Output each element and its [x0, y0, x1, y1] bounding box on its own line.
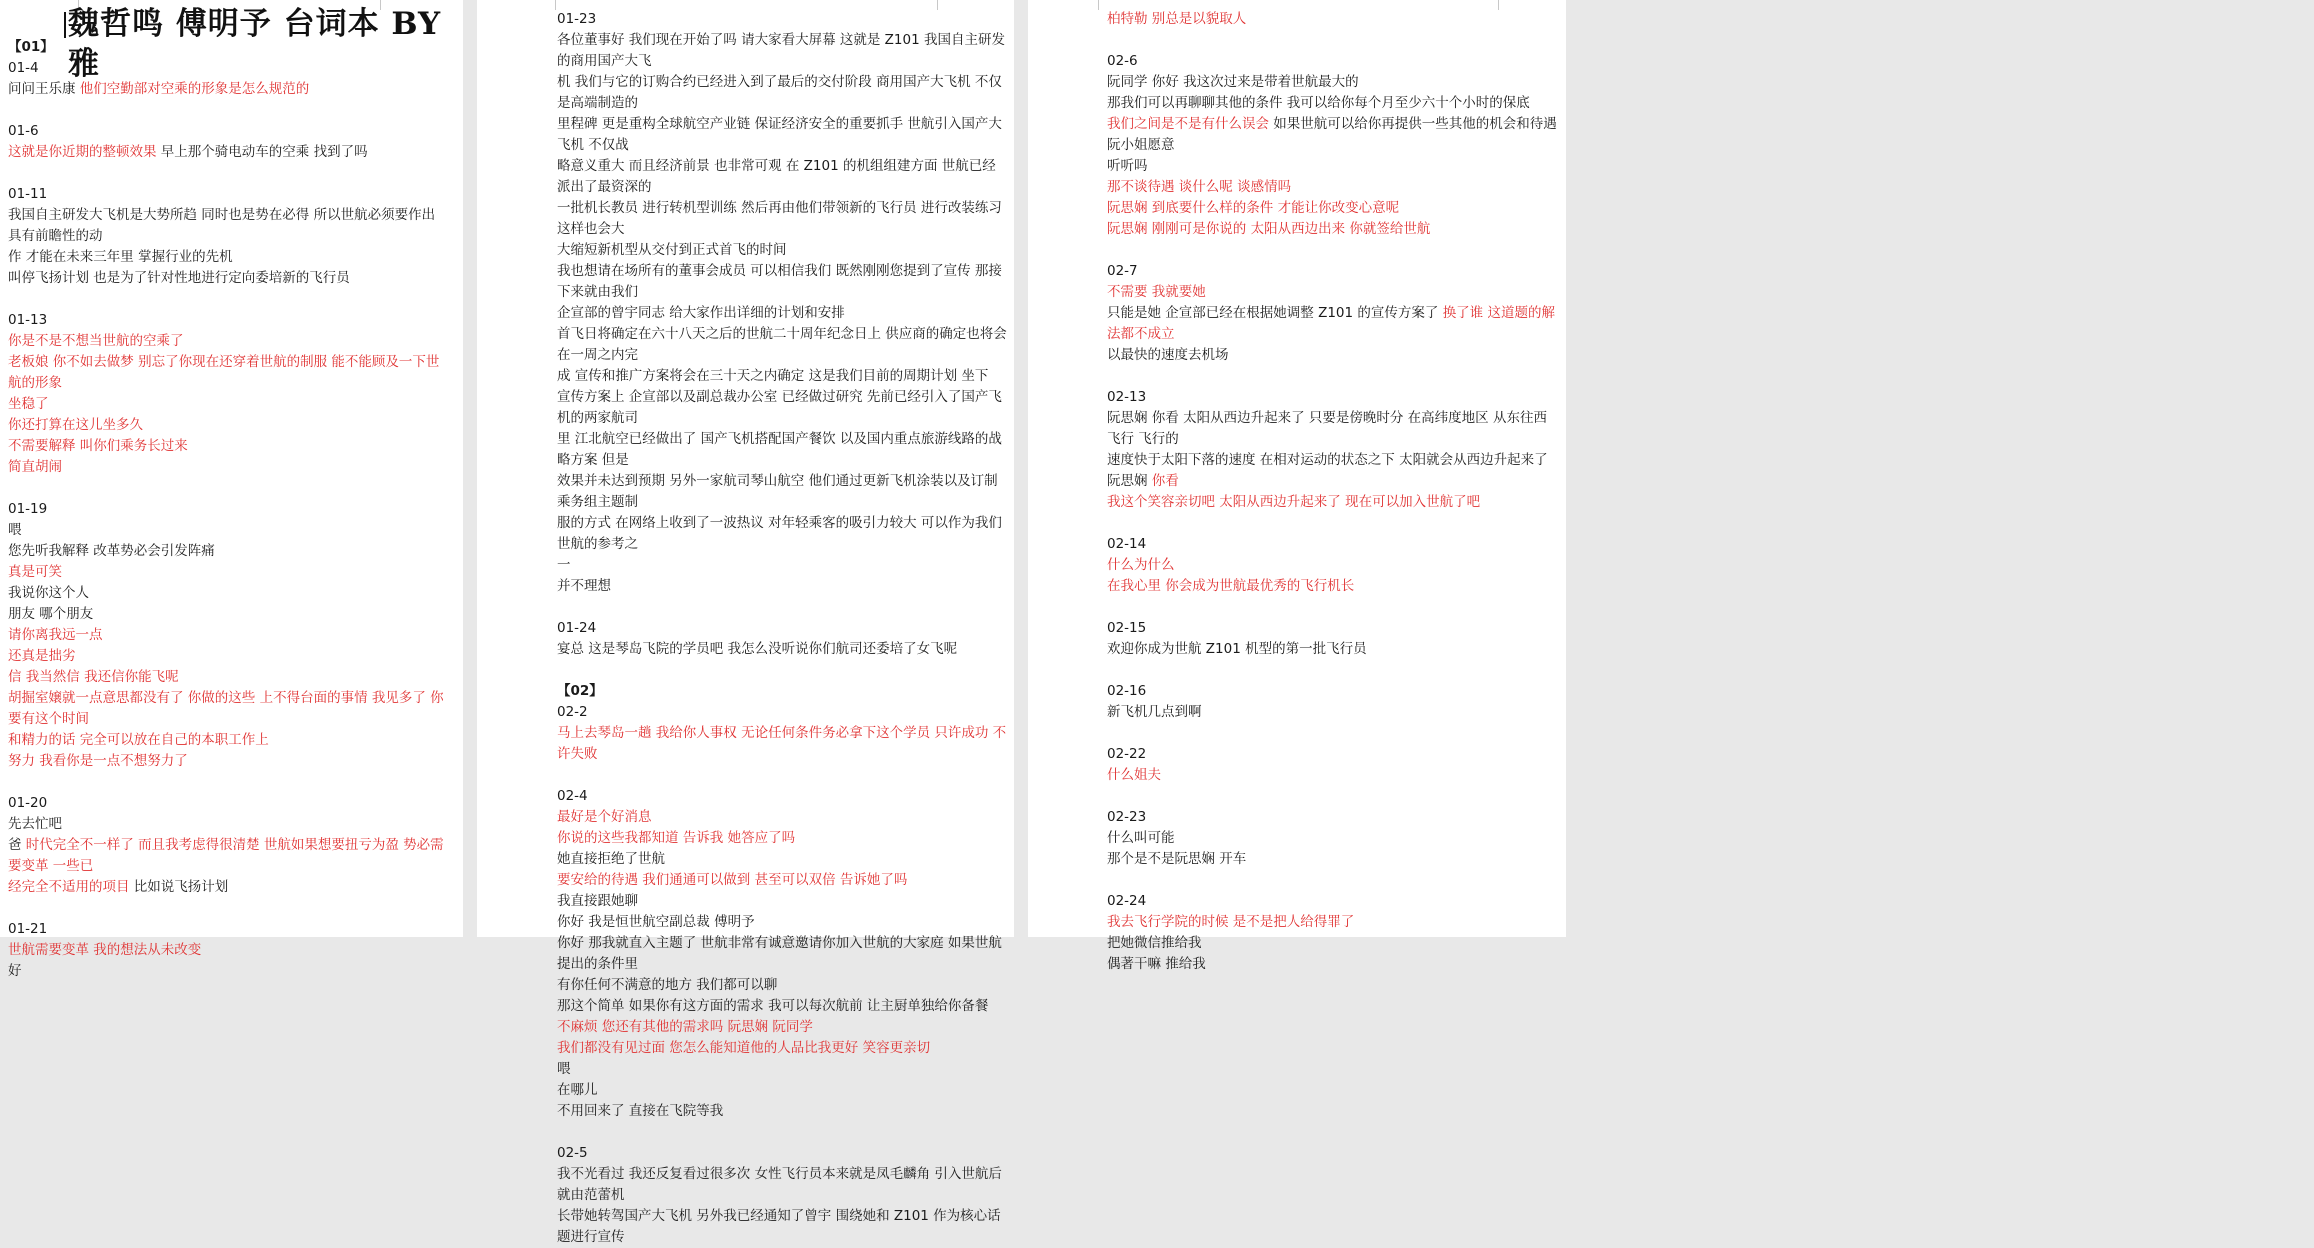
highlighted-dialogue: 你说的这些我都知道 告诉我 她答应了吗 — [557, 830, 796, 846]
script-line — [557, 1206, 1007, 1248]
highlighted-dialogue: 什么为什么 — [1107, 557, 1175, 573]
highlighted-dialogue: 不需要解释 叫你们乘务长过来 — [8, 438, 188, 454]
dialogue-text: 02-16 — [1107, 683, 1147, 699]
highlighted-dialogue: 你看 — [1151, 473, 1179, 489]
script-line — [1107, 492, 1557, 513]
highlighted-dialogue: 老板娘 你不如去做梦 别忘了你现在还穿着世航的制服 能不能顾及一下世航的形象 — [8, 354, 440, 391]
script-line — [557, 387, 1007, 429]
blank-line — [8, 100, 448, 121]
script-line — [557, 555, 1007, 576]
highlighted-dialogue: 柏特勒 别总是以貌取人 — [1107, 11, 1247, 27]
highlighted-dialogue: 不需要 我就要她 — [1107, 284, 1206, 300]
dialogue-text: 喂 — [557, 1061, 571, 1077]
script-line — [1107, 177, 1557, 198]
script-line — [1107, 534, 1557, 555]
script-line — [557, 1080, 1007, 1101]
dialogue-text: 什么叫可能 — [1107, 830, 1175, 846]
dialogue-text: 她直接拒绝了世航 — [557, 851, 665, 867]
dialogue-text: 02-2 — [557, 704, 588, 720]
dialogue-text: 速度快于太阳下落的速度 在相对运动的状态之下 太阳就会从西边升起来了 阮思娴 — [1107, 452, 1552, 489]
script-line — [557, 1017, 1007, 1038]
dialogue-text: 我说你这个人 — [8, 585, 89, 601]
script-line — [1107, 72, 1557, 93]
script-line — [8, 184, 448, 205]
highlighted-dialogue: 要安给的待遇 我们通通可以做到 甚至可以双倍 告诉她了吗 — [557, 872, 908, 888]
script-line — [8, 499, 448, 520]
script-line — [8, 541, 448, 562]
highlighted-dialogue: 简直胡闹 — [8, 459, 62, 475]
dialogue-text: 01-23 — [557, 11, 597, 27]
script-line — [557, 870, 1007, 891]
highlighted-dialogue: 我们之间是不是有什么误会 — [1107, 116, 1274, 132]
highlighted-dialogue: 换了谁 这道题的解法都不成立 — [1107, 305, 1555, 342]
dialogue-text: 那我们可以再聊聊其他的条件 我可以给你每个月至少六十个小时的保底 — [1107, 95, 1530, 111]
script-line — [8, 961, 448, 982]
script-line — [8, 37, 448, 58]
script-line — [557, 891, 1007, 912]
script-line — [557, 72, 1007, 114]
dialogue-text: 我直接跟她聊 — [557, 893, 638, 909]
script-line — [1107, 555, 1557, 576]
dialogue-text: 02-15 — [1107, 620, 1147, 636]
script-line — [8, 415, 448, 436]
dialogue-text: 02-6 — [1107, 53, 1138, 69]
script-line — [8, 121, 448, 142]
script-line — [1107, 576, 1557, 597]
blank-line — [8, 289, 448, 310]
dialogue-text: 01-13 — [8, 312, 48, 328]
highlighted-dialogue: 我去飞行学院的时候 是不是把人给得罪了 — [1107, 914, 1355, 930]
script-line — [8, 205, 448, 247]
blank-line — [1107, 513, 1557, 534]
blank-line — [8, 772, 448, 793]
script-line — [8, 436, 448, 457]
script-line — [557, 849, 1007, 870]
script-line — [8, 331, 448, 352]
dialogue-text: 01-24 — [557, 620, 597, 636]
script-line — [1107, 891, 1557, 912]
script-line — [1107, 765, 1557, 786]
dialogue-text: 如果世航可以给你再提供一些其他的机会和待遇 阮小姐愿意 — [1107, 116, 1562, 153]
script-line — [1107, 933, 1557, 954]
dialogue-text: 02-14 — [1107, 536, 1147, 552]
dialogue-text: 问问王乐康 — [8, 81, 80, 97]
script-line — [1107, 744, 1557, 765]
document-title: 魏哲鸣 傅明予 台词本 BY 雅 — [68, 6, 442, 82]
blank-line — [557, 765, 1007, 786]
dialogue-text: 爸 — [8, 837, 26, 853]
document-page-1 — [0, 0, 463, 979]
script-line — [1107, 9, 1557, 30]
blank-line — [1107, 660, 1557, 681]
script-line — [1107, 387, 1557, 408]
dialogue-text: 那个是不是阮思娴 开车 — [1107, 851, 1247, 867]
dialogue-text: 01-6 — [8, 123, 39, 139]
blank-line — [1107, 723, 1557, 744]
script-line — [8, 394, 448, 415]
script-line — [8, 583, 448, 604]
dialogue-text: 01-21 — [8, 921, 48, 937]
script-line — [557, 828, 1007, 849]
dialogue-text: 02-7 — [1107, 263, 1138, 279]
script-line — [1107, 198, 1557, 219]
script-line — [557, 807, 1007, 828]
dialogue-text: 你好 那我就直入主题了 世航非常有诚意邀请你加入世航的大家庭 如果世航提出的条件里 — [557, 935, 1002, 972]
script-line — [557, 30, 1007, 72]
document-page-3 — [1028, 0, 1566, 972]
script-line — [557, 471, 1007, 513]
page-3-text[interactable] — [1107, 9, 1562, 975]
blank-line — [8, 478, 448, 499]
script-line — [8, 646, 448, 667]
dialogue-text: 大缩短新机型从交付到正式首飞的时间 — [557, 242, 787, 258]
dialogue-text: 喂 — [8, 522, 22, 538]
script-line — [8, 793, 448, 814]
highlighted-dialogue: 你是不是不想当世航的空乘了 — [8, 333, 184, 349]
dialogue-text: 阮思娴 你看 太阳从西边升起来了 只要是傍晚时分 在高纬度地区 从东往西飞行 飞行的 — [1107, 410, 1547, 447]
script-line — [1107, 849, 1557, 870]
dialogue-text: 宣传方案上 企宣部以及副总裁办公室 已经做过研究 先前已经引入了国产飞机的两家航司 — [557, 389, 1002, 426]
script-line — [557, 618, 1007, 639]
script-line — [8, 688, 448, 730]
script-line — [8, 667, 448, 688]
dialogue-text: 【02】 — [557, 683, 603, 699]
dialogue-text: 一批机长教员 进行转机型训练 然后再由他们带领新的飞行员 进行改装练习 这样也会大 — [557, 200, 1007, 237]
blank-line — [1107, 597, 1557, 618]
dialogue-text: 各位董事好 我们现在开始了吗 请大家看大屏幕 这就是 Z101 我国自主研发的商用国产大飞 — [557, 32, 1005, 69]
script-line — [557, 513, 1007, 555]
script-line — [557, 1143, 1007, 1164]
dialogue-text: 【01】 — [8, 39, 54, 55]
dialogue-text: 有你任何不满意的地方 我们都可以聊 — [557, 977, 778, 993]
script-line — [1107, 114, 1562, 156]
script-line — [1107, 408, 1557, 450]
script-line — [557, 366, 1007, 387]
blank-line — [1107, 240, 1557, 261]
highlighted-dialogue: 信 我当然信 我还信你能飞呢 — [8, 669, 179, 685]
blank-line — [8, 898, 448, 919]
highlighted-dialogue: 那不谈待遇 谈什么呢 谈感情吗 — [1107, 179, 1292, 195]
dialogue-text: 把她微信推给我 — [1107, 935, 1202, 951]
script-line — [8, 520, 448, 541]
highlighted-dialogue: 我这个笑容亲切吧 太阳从西边升起来了 现在可以加入世航了吧 — [1107, 494, 1481, 510]
script-line — [557, 912, 1007, 933]
dialogue-text: 宴总 这是琴岛飞院的学员吧 我怎么没听说你们航司还委培了女飞呢 — [557, 641, 958, 657]
script-line — [1107, 450, 1557, 492]
dialogue-text: 欢迎你成为世航 Z101 机型的第一批飞行员 — [1107, 641, 1367, 657]
highlighted-dialogue: 胡掘室嬢就一点意思都没有了 你做的这些 上不得台面的事情 我见多了 你要有这个时间 — [8, 690, 444, 727]
script-line — [1107, 702, 1557, 723]
script-line — [8, 919, 448, 940]
script-line — [1107, 639, 1557, 660]
dialogue-text: 朋友 哪个朋友 — [8, 606, 94, 622]
highlighted-dialogue: 不麻烦 您还有其他的需求吗 阮思娴 阮同学 — [557, 1019, 813, 1035]
script-line — [8, 79, 448, 100]
highlighted-dialogue: 你还打算在这儿坐多久 — [8, 417, 143, 433]
dialogue-text: 只能是她 企宣部已经在根据她调整 Z101 的宣传方案了 — [1107, 305, 1443, 321]
script-line — [1107, 828, 1557, 849]
script-line — [8, 352, 448, 394]
script-line — [557, 933, 1007, 975]
dialogue-text: 不用回来了 直接在飞院等我 — [557, 1103, 724, 1119]
highlighted-dialogue: 我们都没有见过面 您怎么能知道他的人品比我更好 笑容更亲切 — [557, 1040, 931, 1056]
script-line — [8, 940, 448, 961]
dialogue-text: 02-5 — [557, 1145, 588, 1161]
page-1-text[interactable] — [8, 37, 448, 982]
highlighted-dialogue: 努力 我看你是一点不想努力了 — [8, 753, 188, 769]
script-line — [8, 268, 448, 289]
script-line — [8, 58, 448, 79]
dialogue-text: 01-4 — [8, 60, 39, 76]
script-line — [557, 576, 1007, 597]
dialogue-text: 01-11 — [8, 186, 48, 202]
script-line — [1107, 681, 1557, 702]
script-line — [8, 814, 448, 835]
script-line — [557, 429, 1007, 471]
script-line — [557, 114, 1007, 156]
script-line — [557, 1101, 1007, 1122]
dialogue-text: 叫停飞扬计划 也是为了针对性地进行定向委培新的飞行员 — [8, 270, 350, 286]
dialogue-text: 先去忙吧 — [8, 816, 62, 832]
page-2-text[interactable] — [557, 9, 1007, 1248]
highlighted-dialogue: 和精力的话 完全可以放在自己的本职工作上 — [8, 732, 269, 748]
dialogue-text: 02-4 — [557, 788, 588, 804]
script-line — [557, 156, 1007, 198]
text-cursor — [64, 12, 66, 38]
highlighted-dialogue: 请你离我远一点 — [8, 627, 103, 643]
dialogue-text: 01-20 — [8, 795, 48, 811]
dialogue-text: 里程碑 更是重构全球航空产业链 保证经济安全的重要抓手 世航引入国产大飞机 不仅战 — [557, 116, 1002, 153]
highlighted-dialogue: 还真是拙劣 — [8, 648, 76, 664]
dialogue-text: 您先听我解释 改革势必会引发阵痛 — [8, 543, 215, 559]
script-line — [557, 786, 1007, 807]
script-line — [1107, 261, 1557, 282]
highlighted-dialogue: 最好是个好消息 — [557, 809, 652, 825]
dialogue-text: 以最快的速度去机场 — [1107, 347, 1229, 363]
dialogue-text: 听听吗 — [1107, 158, 1148, 174]
script-line — [8, 877, 448, 898]
script-line — [1107, 219, 1557, 240]
dialogue-text: 偶著干嘛 推给我 — [1107, 956, 1206, 972]
dialogue-text: 成 宣传和推广方案将会在三十天之内确定 这是我们目前的周期计划 坐下 — [557, 368, 989, 384]
dialogue-text: 比如说飞扬计划 — [133, 879, 229, 895]
script-line — [557, 702, 1007, 723]
dialogue-text: 01-19 — [8, 501, 48, 517]
highlighted-dialogue: 世航需要变革 我的想法从未改变 — [8, 942, 202, 958]
dialogue-text: 长带她转驾国产大飞机 另外我已经通知了曾宇 围绕她和 Z101 作为核心话题进行宣传 — [557, 1208, 1001, 1245]
script-line — [557, 681, 1007, 702]
highlighted-dialogue: 时代完全不一样了 而且我考虑得很清楚 世航如果想要扭亏为盈 势必需要变革 一些已 — [8, 837, 444, 874]
dialogue-text: 你好 我是恒世航空副总裁 傅明予 — [557, 914, 755, 930]
script-line — [557, 1164, 1007, 1206]
script-line — [8, 310, 448, 331]
script-line — [1107, 807, 1557, 828]
script-line — [557, 303, 1007, 324]
blank-line — [8, 163, 448, 184]
script-line — [1107, 954, 1557, 975]
script-line — [1107, 345, 1557, 366]
dialogue-text: 服的方式 在网络上收到了一波热议 对年轻乘客的吸引力较大 可以作为我们世航的参考之 — [557, 515, 1002, 552]
blank-line — [557, 597, 1007, 618]
blank-line — [557, 1122, 1007, 1143]
highlighted-dialogue: 什么姐夫 — [1107, 767, 1161, 783]
script-line — [8, 751, 448, 772]
script-line — [8, 604, 448, 625]
dialogue-text: 我不光看过 我还反复看过很多次 女性飞行员本来就是凤毛麟角 引入世航后 就由范蕾机 — [557, 1166, 1007, 1203]
highlighted-dialogue: 经完全不适用的项目 — [8, 879, 134, 895]
script-line — [557, 639, 1007, 660]
script-line — [8, 457, 448, 478]
script-line — [557, 261, 1007, 303]
highlighted-dialogue: 坐稳了 — [8, 396, 49, 412]
dialogue-text: 早上那个骑电动车的空乘 找到了吗 — [160, 144, 368, 160]
script-line — [557, 198, 1007, 240]
highlighted-dialogue: 阮思娴 到底要什么样的条件 才能让你改变心意呢 — [1107, 200, 1400, 216]
dialogue-text: 一 — [557, 557, 571, 573]
script-line — [1107, 912, 1557, 933]
script-line — [557, 1059, 1007, 1080]
script-line — [557, 9, 1007, 30]
script-line — [557, 324, 1007, 366]
script-line — [557, 975, 1007, 996]
script-line — [557, 1038, 1007, 1059]
dialogue-text: 02-22 — [1107, 746, 1147, 762]
script-line — [8, 835, 448, 877]
dialogue-text: 并不理想 — [557, 578, 611, 594]
script-line — [8, 247, 448, 268]
blank-line — [1107, 870, 1557, 891]
script-line — [1107, 93, 1557, 114]
script-line — [8, 142, 448, 163]
script-line — [8, 730, 448, 751]
dialogue-text: 02-13 — [1107, 389, 1147, 405]
dialogue-text: 阮同学 你好 我这次过来是带着世航最大的 — [1107, 74, 1359, 90]
dialogue-text: 作 才能在未来三年里 掌握行业的先机 — [8, 249, 233, 265]
blank-line — [1107, 366, 1557, 387]
document-page-2 — [477, 0, 1014, 1245]
dialogue-text: 略意义重大 而且经济前景 也非常可观 在 Z101 的机组组建方面 世航已经派出了最资深的 — [557, 158, 996, 195]
dialogue-text: 好 — [8, 963, 22, 979]
dialogue-text: 首飞日将确定在六十八天之后的世航二十周年纪念日上 供应商的确定也将会在一周之内完 — [557, 326, 1007, 363]
highlighted-dialogue: 真是可笑 — [8, 564, 62, 580]
script-line — [557, 996, 1007, 1017]
highlighted-dialogue: 阮思娴 刚刚可是你说的 太阳从西边出来 你就签给世航 — [1107, 221, 1431, 237]
dialogue-text: 里 江北航空已经做出了 国产飞机搭配国产餐饮 以及国内重点旅游线路的战略方案 但是 — [557, 431, 1002, 468]
dialogue-text: 那这个简单 如果你有这方面的需求 我可以每次航前 让主厨单独给你备餐 — [557, 998, 989, 1014]
script-line — [557, 723, 1007, 765]
dialogue-text: 02-24 — [1107, 893, 1147, 909]
crop-mark — [555, 0, 556, 10]
script-line — [1107, 51, 1557, 72]
script-line — [1107, 618, 1557, 639]
dialogue-text: 新飞机几点到啊 — [1107, 704, 1202, 720]
highlighted-dialogue: 他们空勤部对空乘的形象是怎么规范的 — [79, 81, 310, 97]
dialogue-text: 企宣部的曾宇同志 给大家作出详细的计划和安排 — [557, 305, 845, 321]
dialogue-text: 我也想请在场所有的董事会成员 可以相信我们 既然刚刚您提到了宣传 那接下来就由我们 — [557, 263, 1002, 300]
highlighted-dialogue: 马上去琴岛一趟 我给你人事权 无论任何条件务必拿下这个学员 只许成功 不许失败 — [557, 725, 1007, 762]
script-line — [557, 240, 1007, 261]
crop-mark — [1098, 0, 1099, 10]
script-line — [1107, 303, 1557, 345]
script-line — [8, 562, 448, 583]
script-line — [1107, 282, 1557, 303]
script-line — [1107, 156, 1557, 177]
blank-line — [557, 660, 1007, 681]
highlighted-dialogue: 这就是你近期的整顿效果 — [8, 144, 161, 160]
dialogue-text: 机 我们与它的订购合约已经进入到了最后的交付阶段 商用国产大飞机 不仅是高端制造的 — [557, 74, 1002, 111]
script-line — [8, 625, 448, 646]
dialogue-text: 我国自主研发大飞机是大势所趋 同时也是势在必得 所以世航必须要作出具有前瞻性的动 — [8, 207, 436, 244]
dialogue-text: 02-23 — [1107, 809, 1147, 825]
blank-line — [1107, 30, 1557, 51]
dialogue-text: 在哪儿 — [557, 1082, 598, 1098]
dialogue-text: 效果并未达到预期 另外一家航司琴山航空 他们通过更新飞机涂装以及订制乘务组主题制 — [557, 473, 998, 510]
blank-line — [1107, 786, 1557, 807]
highlighted-dialogue: 在我心里 你会成为世航最优秀的飞行机长 — [1107, 578, 1355, 594]
